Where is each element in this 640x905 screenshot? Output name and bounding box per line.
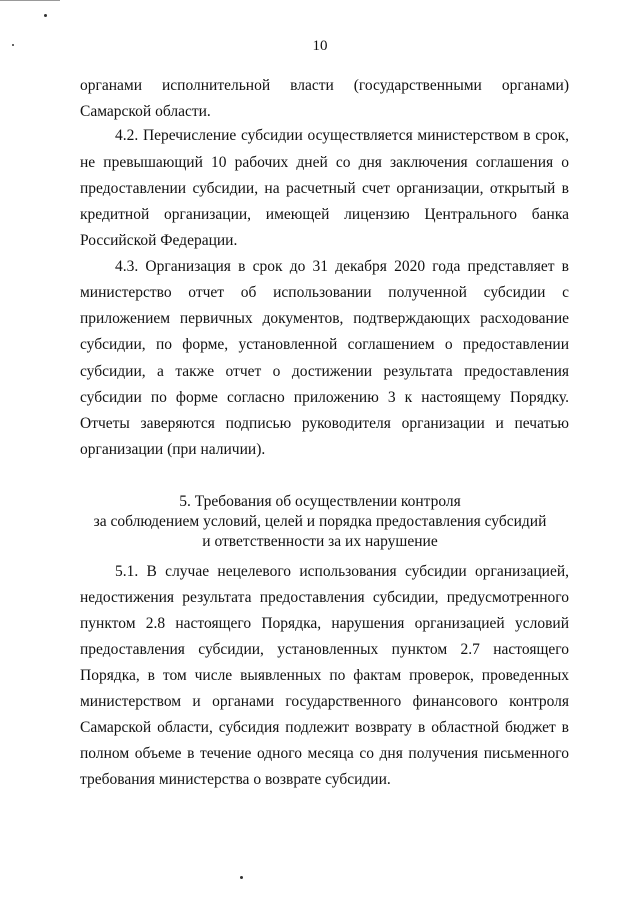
paragraph-line: организации (при наличии). — [80, 441, 266, 458]
paragraph-line: субсидии, по форме, установленной соглашением о предоставлении — [80, 336, 569, 353]
page-number: 10 — [312, 38, 328, 54]
section-heading: и ответственности за их нарушение — [202, 533, 438, 550]
paragraph-line: предоставления субсидии, установленных пунктом 2.7 настоящего — [80, 641, 569, 658]
paragraph-line: 4.2. Перечисление субсидии осуществляется министерством в срок, — [115, 127, 569, 144]
paragraph-line: приложением первичных документов, подтверждающих расходование — [80, 310, 569, 327]
paragraph-line: Отчеты заверяются подписью руководителя организации и печатью — [80, 415, 569, 432]
paragraph-line: Российской Федерации. — [80, 232, 238, 249]
paragraph-line: 4.3. Организация в срок до 31 декабря 2020 года представляет в — [115, 258, 569, 275]
paragraph-line: субсидии по форме согласно приложению 3 к настоящему Порядку. — [80, 389, 569, 406]
paragraph-line: Самарской области. — [80, 103, 211, 120]
section-heading: за соблюдением условий, целей и порядка предоставления субсидий — [93, 513, 547, 530]
paragraph-line: требования министерства о возврате субсидии. — [80, 771, 391, 788]
scan-corner-mark — [0, 0, 60, 1]
paragraph-line: министерство отчет об использовании полученной субсидии с — [80, 284, 569, 301]
paragraph-line: полном объеме в течение одного месяца со дня получения письменного — [80, 745, 569, 762]
paragraph-line: 5.1. В случае нецелевого использования субсидии организацией, — [115, 563, 569, 580]
scan-speck — [240, 876, 243, 879]
paragraph-line: Самарской области, субсидия подлежит возврату в областной бюджет в — [80, 719, 569, 736]
paragraph-line: пунктом 2.8 настоящего Порядка, нарушения организацией условий — [80, 615, 569, 632]
paragraph-line: кредитной организации, имеющей лицензию Центрального банка — [80, 206, 569, 223]
paragraph-line: органами исполнительной власти (государственными органами) — [80, 77, 569, 94]
paragraph-line: субсидии, а также отчет о достижении результата предоставления — [80, 363, 569, 380]
paragraph-line: предоставлении субсидии, на расчетный счет организации, открытый в — [80, 180, 569, 197]
paragraph-line: не превышающий 10 рабочих дней со дня заключения соглашения о — [80, 154, 569, 171]
scan-speck — [44, 14, 47, 17]
section-heading: 5. Требования об осуществлении контроля — [179, 493, 461, 510]
paragraph-line: Порядка, в том числе выявленных по фактам проверок, проведенных — [80, 667, 569, 684]
paragraph-line: министерством и органами государственного финансового контроля — [80, 693, 569, 710]
paragraph-line: недостижения результата предоставления субсидии, предусмотренного — [80, 589, 569, 606]
